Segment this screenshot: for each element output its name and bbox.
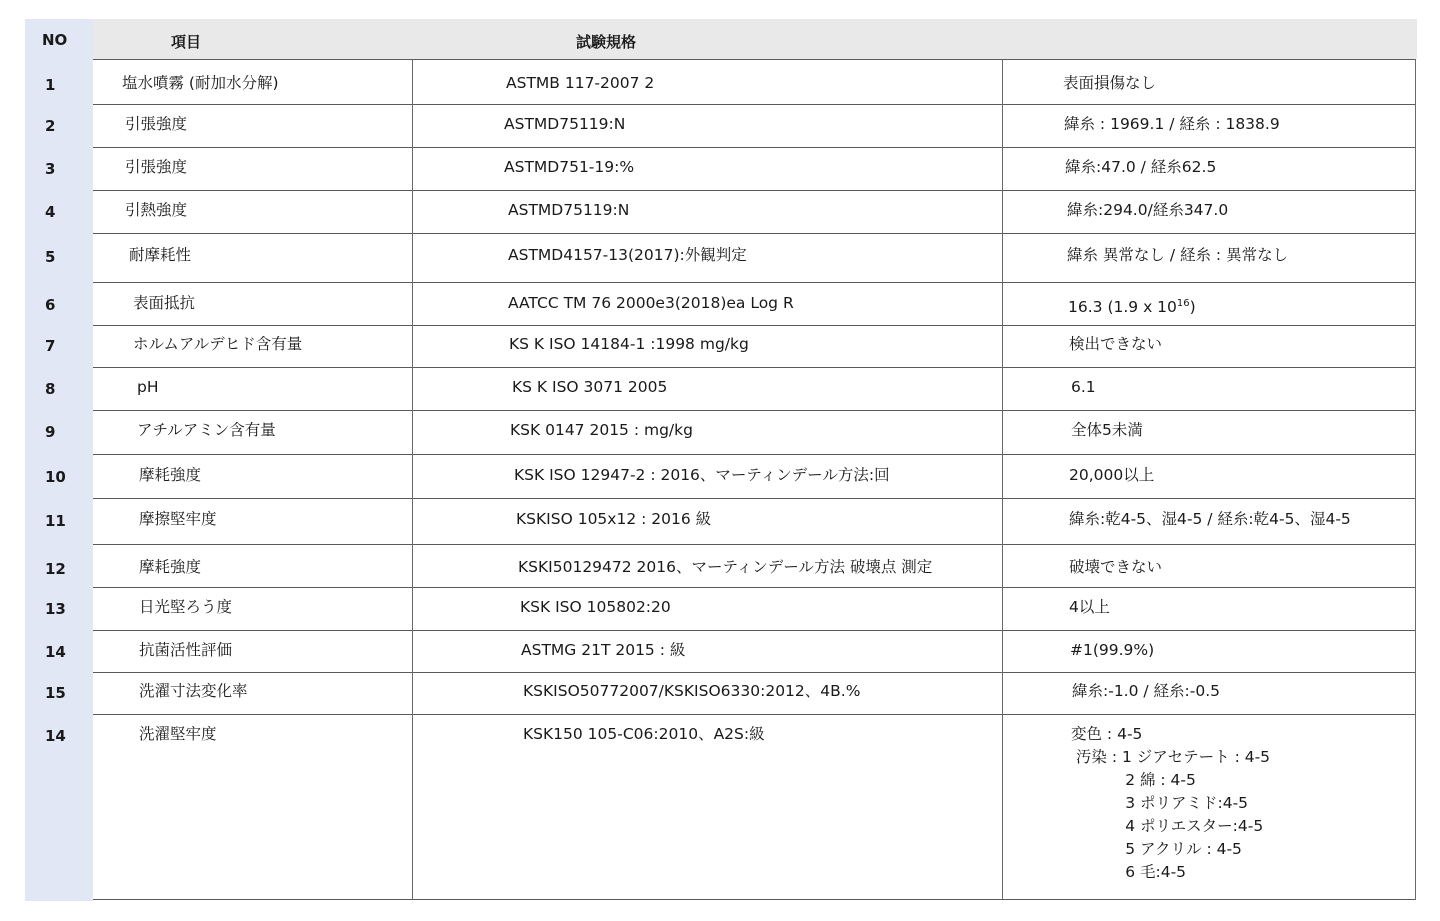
- item-cell: 洗濯寸法変化率: [139, 682, 248, 700]
- item-cell: アチルアミン含有量: [137, 421, 276, 439]
- grid-line: [93, 899, 1416, 900]
- row-number: 2: [45, 117, 56, 135]
- grid-line: [93, 282, 1416, 283]
- column-divider: [1415, 59, 1416, 900]
- spec-cell: KSK 0147 2015 : mg/kg: [510, 421, 693, 439]
- result-cell: 全体5未満: [1071, 421, 1143, 439]
- item-cell: 洗濯堅牢度: [139, 725, 217, 743]
- result-cell: 20,000以上: [1069, 466, 1155, 484]
- item-cell: pH: [137, 378, 159, 396]
- header-row-background: [93, 19, 1417, 59]
- row-number: 5: [45, 248, 56, 266]
- spec-cell: KSKISO 105x12 : 2016 級: [516, 510, 712, 528]
- result-cell: #1(99.9%): [1070, 641, 1155, 659]
- grid-line: [93, 147, 1416, 148]
- grid-line: [93, 714, 1416, 715]
- grid-line: [93, 630, 1416, 631]
- result-cell: 緯糸:47.0 / 経糸62.5: [1065, 158, 1217, 176]
- row-number: 9: [45, 423, 56, 441]
- spec-cell: KSK ISO 105802:20: [520, 598, 671, 616]
- result-exponent: 16: [1176, 298, 1190, 309]
- spec-cell: KSK ISO 12947-2 : 2016、マーティンデール方法:回: [514, 466, 890, 484]
- row-number: 8: [45, 380, 56, 398]
- spec-cell: ASTMD75119:N: [508, 201, 630, 219]
- spec-cell: ASTMB 117-2007 2: [506, 74, 655, 92]
- result-line: 6 毛:4-5: [1071, 863, 1187, 881]
- item-cell: 表面抵抗: [133, 294, 196, 312]
- result-cell: [1068, 292, 1196, 319]
- grid-line: [93, 454, 1416, 455]
- row-number: 4: [45, 203, 56, 221]
- grid-line: [93, 59, 1416, 60]
- row-number: 14: [45, 727, 66, 745]
- spec-cell: ASTMD751-19:%: [504, 158, 635, 176]
- spec-cell: KS K ISO 3071 2005: [512, 378, 668, 396]
- grid-line: [93, 410, 1416, 411]
- result-line: 4 ポリエスター:4-5: [1071, 817, 1264, 835]
- item-cell: 塩水噴霧 (耐加水分解): [122, 74, 279, 92]
- result-cell: 緯糸:294.0/経糸347.0: [1067, 201, 1229, 219]
- item-cell: 引張強度: [125, 115, 188, 133]
- header-item: 項目: [171, 33, 202, 51]
- row-number: 6: [45, 296, 56, 314]
- row-number: 12: [45, 560, 66, 578]
- result-cell: 表面損傷なし: [1063, 74, 1157, 92]
- grid-line: [93, 498, 1416, 499]
- spec-cell: KSKISO50772007/KSKISO6330:2012、4B.%: [523, 682, 861, 700]
- no-column-background: [25, 19, 93, 901]
- column-divider: [1002, 59, 1003, 900]
- item-cell: 引熱強度: [125, 201, 188, 219]
- result-line: 3 ポリアミド:4-5: [1071, 794, 1249, 812]
- item-cell: 日光堅ろう度: [139, 598, 233, 616]
- grid-line: [93, 104, 1416, 105]
- spec-cell: KS K ISO 14184-1 :1998 mg/kg: [509, 335, 749, 353]
- result-cell: 緯糸:-1.0 / 経糸:-0.5: [1072, 682, 1221, 700]
- item-cell: 摩擦堅牢度: [139, 510, 217, 528]
- item-cell: 耐摩耗性: [129, 246, 192, 264]
- column-divider: [412, 59, 413, 900]
- item-cell: ホルムアルデヒド含有量: [133, 335, 303, 353]
- row-number: 3: [45, 160, 56, 178]
- spec-cell: ASTMD75119:N: [504, 115, 626, 133]
- spec-cell: AATCC TM 76 2000e3(2018)ea Log R: [508, 294, 794, 312]
- result-cell: 検出できない: [1069, 335, 1163, 353]
- item-cell: 摩耗強度: [139, 466, 202, 484]
- row-number: 1: [45, 76, 56, 94]
- result-line: 変色 : 4-5: [1071, 725, 1143, 743]
- item-cell: 摩耗強度: [139, 558, 202, 576]
- row-number: 13: [45, 600, 66, 618]
- grid-line: [93, 233, 1416, 234]
- header-no: NO: [42, 31, 68, 49]
- result-cell: 6.1: [1071, 378, 1096, 396]
- spec-cell: ASTMD4157-13(2017):外観判定: [508, 246, 747, 264]
- result-cell: 緯糸:乾4-5、湿4-5 / 経糸:乾4-5、湿4-5: [1069, 510, 1351, 528]
- row-number: 7: [45, 337, 56, 355]
- grid-line: [93, 367, 1416, 368]
- spec-cell: KSK150 105-C06:2010、A2S:級: [523, 725, 765, 743]
- result-cell: 4以上: [1069, 598, 1110, 616]
- grid-line: [93, 544, 1416, 545]
- row-number: 15: [45, 684, 66, 702]
- spec-cell: ASTMG 21T 2015 : 級: [521, 641, 686, 659]
- grid-line: [93, 587, 1416, 588]
- spec-cell: KSKI50129472 2016、マーティンデール方法 破壊点 測定: [518, 558, 933, 576]
- result-cell: 緯糸 異常なし / 経糸 : 異常なし: [1067, 246, 1289, 264]
- grid-line: [93, 190, 1416, 191]
- grid-line: [93, 325, 1416, 326]
- grid-line: [93, 672, 1416, 673]
- result-line: 2 綿 : 4-5: [1071, 771, 1196, 789]
- header-spec: 試験規格: [576, 33, 637, 51]
- row-number: 10: [45, 468, 66, 486]
- result-cell-multiline: [1071, 723, 1270, 884]
- result-cell: 緯糸 : 1969.1 / 経糸 : 1838.9: [1064, 115, 1280, 133]
- item-cell: 引張強度: [125, 158, 188, 176]
- row-number: 14: [45, 643, 66, 661]
- result-text: 16.3 (1.9 x 10: [1068, 298, 1177, 317]
- item-cell: 抗菌活性評価: [139, 641, 233, 659]
- result-line: 汚染 : 1 ジアセテート : 4-5: [1071, 748, 1271, 766]
- result-text-end: ): [1189, 298, 1196, 317]
- result-cell: 破壊できない: [1069, 558, 1163, 576]
- result-line: 5 アクリル : 4-5: [1071, 840, 1242, 858]
- row-number: 11: [45, 512, 66, 530]
